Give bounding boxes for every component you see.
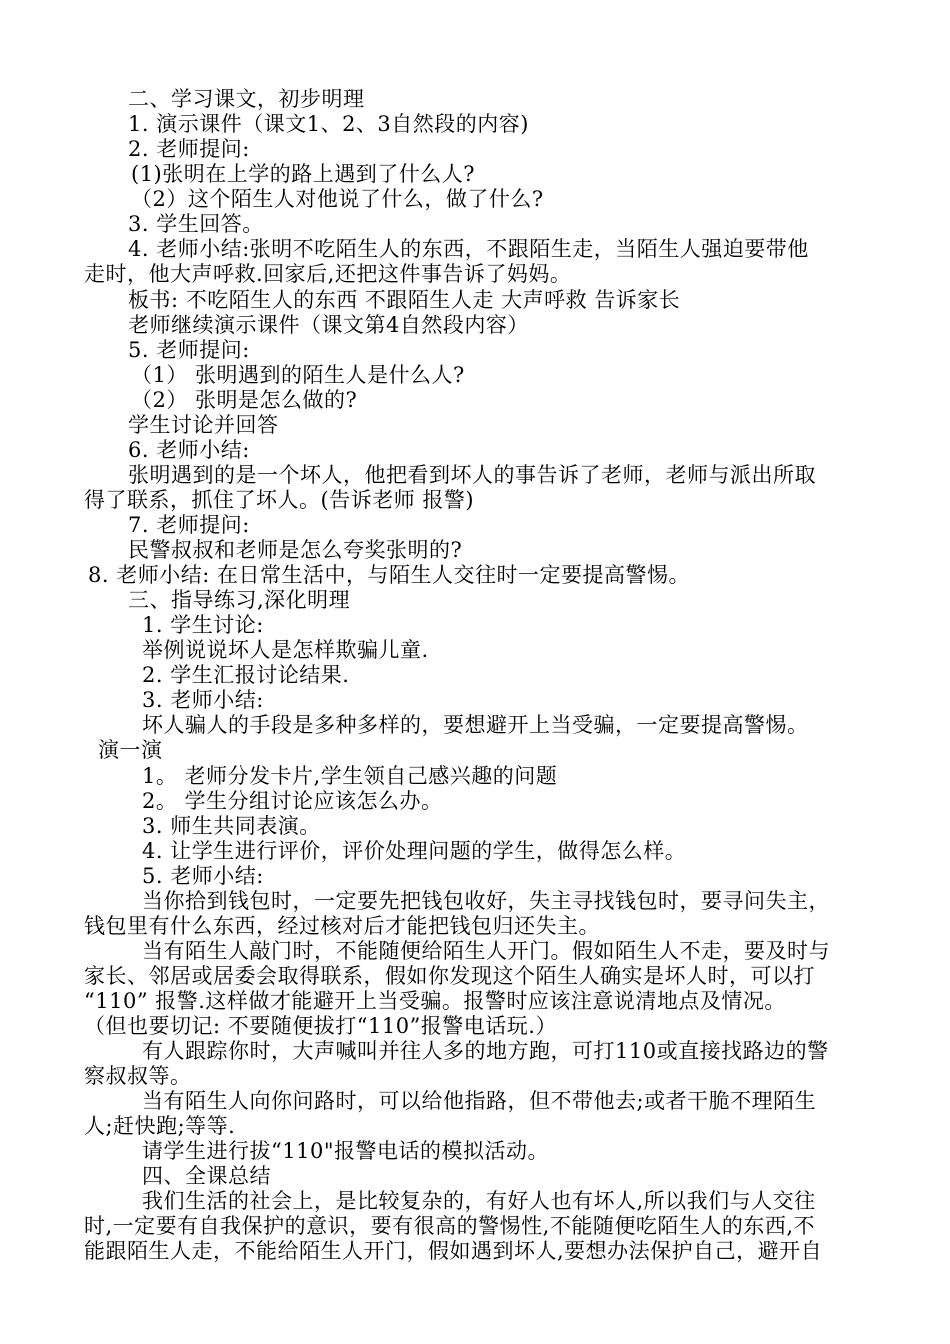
text-line: 1. 演示课件（课文1、2、3自然段的内容) (128, 112, 529, 136)
section-heading-3: 三、指导练习,深化明理 (128, 588, 351, 612)
text-line: 老师继续演示课件（课文第4自然段内容） (128, 313, 529, 337)
text-line: （1） 张明遇到的陌生人是什么人? (131, 363, 465, 387)
text-line: 当你拾到钱包时，一定要先把钱包收好，失主寻找钱包时，要寻问失主， (142, 889, 830, 913)
text-line: 7. 老师提问: (128, 513, 250, 537)
text-line: 坏人骗人的手段是多种多样的，要想避开上当受骗，一定要提高警惕。 (142, 713, 809, 737)
text-line: （但也要切记: 不要随便拔打“110”报警电话玩.） (84, 1014, 557, 1038)
subheading: 演一演 (98, 738, 163, 762)
text-line: 能跟陌生人走，不能给陌生人开门，假如遇到坏人,要想办法保护自己，避开自 (84, 1239, 823, 1263)
text-line: 5. 老师小结: (142, 864, 264, 888)
text-line: 时,一定要有自我保护的意识，要有很高的警惕性,不能随便吃陌生人的东西,不 (84, 1214, 816, 1238)
text-line: 3. 师生共同表演。 (142, 814, 321, 838)
text-line: 5. 老师提问: (128, 338, 250, 362)
text-line: 学生讨论并回答 (128, 413, 279, 437)
section-heading-2: 二、学习课文，初步明理 (128, 87, 365, 111)
text-line: 人;赶快跑;等等. (84, 1114, 236, 1138)
text-line: 3. 老师小结: (142, 688, 264, 712)
text-line: 请学生进行拔“110"报警电话的模拟活动。 (142, 1139, 549, 1163)
text-line: 家长、邻居或居委会取得联系，假如你发现这个陌生人确实是坏人时，可以打 (84, 964, 815, 988)
text-line: 走时，他大声呼救.回家后,还把这件事告诉了妈妈。 (84, 262, 572, 286)
text-line: 举例说说坏人是怎样欺骗儿童. (142, 638, 429, 662)
text-line: 2。 学生分组讨论应该怎么办。 (142, 789, 443, 813)
text-line: 民警叔叔和老师是怎么夸奖张明的? (128, 538, 463, 562)
text-line: 8. 老师小结: 在日常生活中，与陌生人交往时一定要提高警惕。 (88, 563, 690, 587)
text-line: 1. 学生讨论: (142, 613, 264, 637)
text-line: 2. 学生汇报讨论结果. (142, 663, 350, 687)
text-line: 板书: 不吃陌生人的东西 不跟陌生人走 大声呼救 告诉家长 (128, 288, 681, 312)
text-line: （2） 张明是怎么做的? (131, 388, 358, 412)
text-line: (1)张明在上学的路上遇到了什么人? (131, 162, 476, 186)
text-line: 4. 老师小结:张明不吃陌生人的东西，不跟陌生走，当陌生人强迫要带他 (128, 237, 809, 261)
text-line: 当有陌生人向你问路时，可以给他指路，但不带他去;或者干脆不理陌生 (142, 1089, 817, 1113)
text-line: 6. 老师小结: (128, 438, 250, 462)
text-line: 张明遇到的是一个坏人，他把看到坏人的事告诉了老师，老师与派出所取 (128, 463, 816, 487)
text-line: 察叔叔等。 (84, 1064, 192, 1088)
text-line: 我们生活的社会上，是比较复杂的，有好人也有坏人,所以我们与人交往 (142, 1189, 816, 1213)
text-line: “110” 报警.这样做才能避开上当受骗。报警时应该注意说清地点及情况。 (84, 989, 786, 1013)
section-heading-4: 四、全课总结 (142, 1164, 271, 1188)
text-line: 3. 学生回答。 (128, 212, 264, 236)
text-line: 得了联系，抓住了坏人。(告诉老师 报警) (84, 488, 475, 512)
text-line: 当有陌生人敲门时，不能随便给陌生人开门。假如陌生人不走，要及时与 (142, 939, 830, 963)
text-line: 2. 老师提问: (128, 137, 250, 161)
text-line: （2）这个陌生人对他说了什么，做了什么? (131, 187, 544, 211)
text-line: 钱包里有什么东西，经过核对后才能把钱包归还失主。 (84, 914, 600, 938)
text-line: 4. 让学生进行评价，评价处理问题的学生，做得怎么样。 (142, 839, 687, 863)
text-line: 1。 老师分发卡片,学生领自己感兴趣的问题 (142, 764, 558, 788)
text-line: 有人跟踪你时，大声喊叫并往人多的地方跑，可打110或直接找路边的警 (142, 1039, 829, 1063)
